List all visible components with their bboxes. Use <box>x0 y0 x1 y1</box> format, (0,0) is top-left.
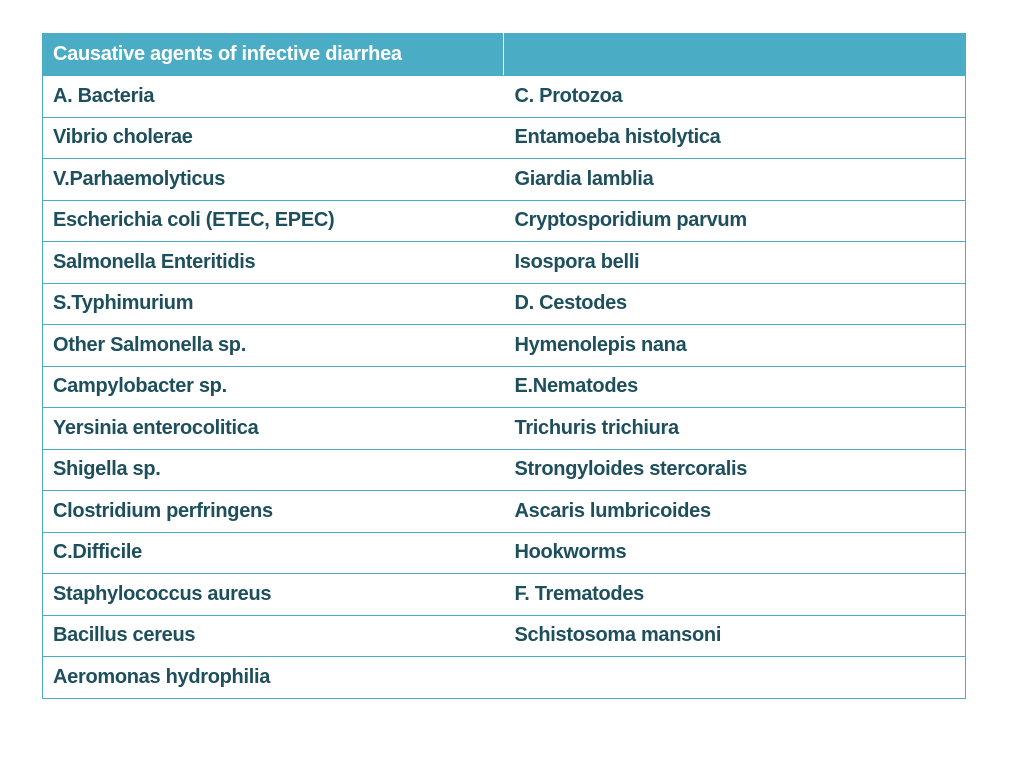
table-row <box>43 366 966 408</box>
table-cell-right: Ascaris lumbricoides <box>504 491 966 533</box>
causative-agents-table <box>42 33 966 699</box>
table-cell-right: F. Trematodes <box>504 574 966 616</box>
table-cell-left: Escherichia coli (ETEC, EPEC) <box>43 200 504 242</box>
table-cell-right: Hookworms <box>504 532 966 574</box>
table-row <box>43 283 966 325</box>
table-row <box>43 615 966 657</box>
table-cell-left: Salmonella Enteritidis <box>43 242 504 284</box>
table-cell-right: Hymenolepis nana <box>504 325 966 367</box>
table-cell-right: Trichuris trichiura <box>504 408 966 450</box>
table-cell-right: Strongyloides stercoralis <box>504 449 966 491</box>
table-row <box>43 449 966 491</box>
table-cell-right: Isospora belli <box>504 242 966 284</box>
table-row <box>43 200 966 242</box>
table-cell-left: C.Difficile <box>43 532 504 574</box>
table-cell-right: D. Cestodes <box>504 283 966 325</box>
table-cell-left: Other Salmonella sp. <box>43 325 504 367</box>
table-cell-left: Aeromonas hydrophilia <box>43 657 504 699</box>
cell-parasite-category: C. Protozoa <box>504 76 966 118</box>
table-cell-left: Vibrio cholerae <box>43 117 504 159</box>
table-cell-right: E.Nematodes <box>504 366 966 408</box>
table-cell-right: Giardia lamblia <box>504 159 966 201</box>
table-cell-right: Schistosoma mansoni <box>504 615 966 657</box>
table-cell-left: Shigella sp. <box>43 449 504 491</box>
table-row <box>43 242 966 284</box>
table-cell-right: Cryptosporidium parvum <box>504 200 966 242</box>
table-row <box>43 159 966 201</box>
header-row <box>43 34 966 76</box>
table-cell-right <box>504 657 966 699</box>
header-cell-empty <box>504 34 966 76</box>
table-cell-left: Clostridium perfringens <box>43 491 504 533</box>
table-body <box>43 76 966 699</box>
table-cell-left: V.Parhaemolyticus <box>43 159 504 201</box>
table-cell-left: Staphylococcus aureus <box>43 574 504 616</box>
table-row <box>43 532 966 574</box>
table-row <box>43 76 966 118</box>
table-cell-left: Yersinia enterocolitica <box>43 408 504 450</box>
table-row <box>43 325 966 367</box>
table-cell-left: Campylobacter sp. <box>43 366 504 408</box>
table-cell-right: Entamoeba histolytica <box>504 117 966 159</box>
table-row <box>43 574 966 616</box>
header-cell-title: Causative agents of infective diarrhea <box>43 34 504 76</box>
table-row <box>43 117 966 159</box>
table-row <box>43 657 966 699</box>
table-cell-left: S.Typhimurium <box>43 283 504 325</box>
cell-bacteria-category: A. Bacteria <box>43 76 504 118</box>
table-cell-left: Bacillus cereus <box>43 615 504 657</box>
table-row <box>43 408 966 450</box>
table-header <box>43 34 966 76</box>
table-row <box>43 491 966 533</box>
